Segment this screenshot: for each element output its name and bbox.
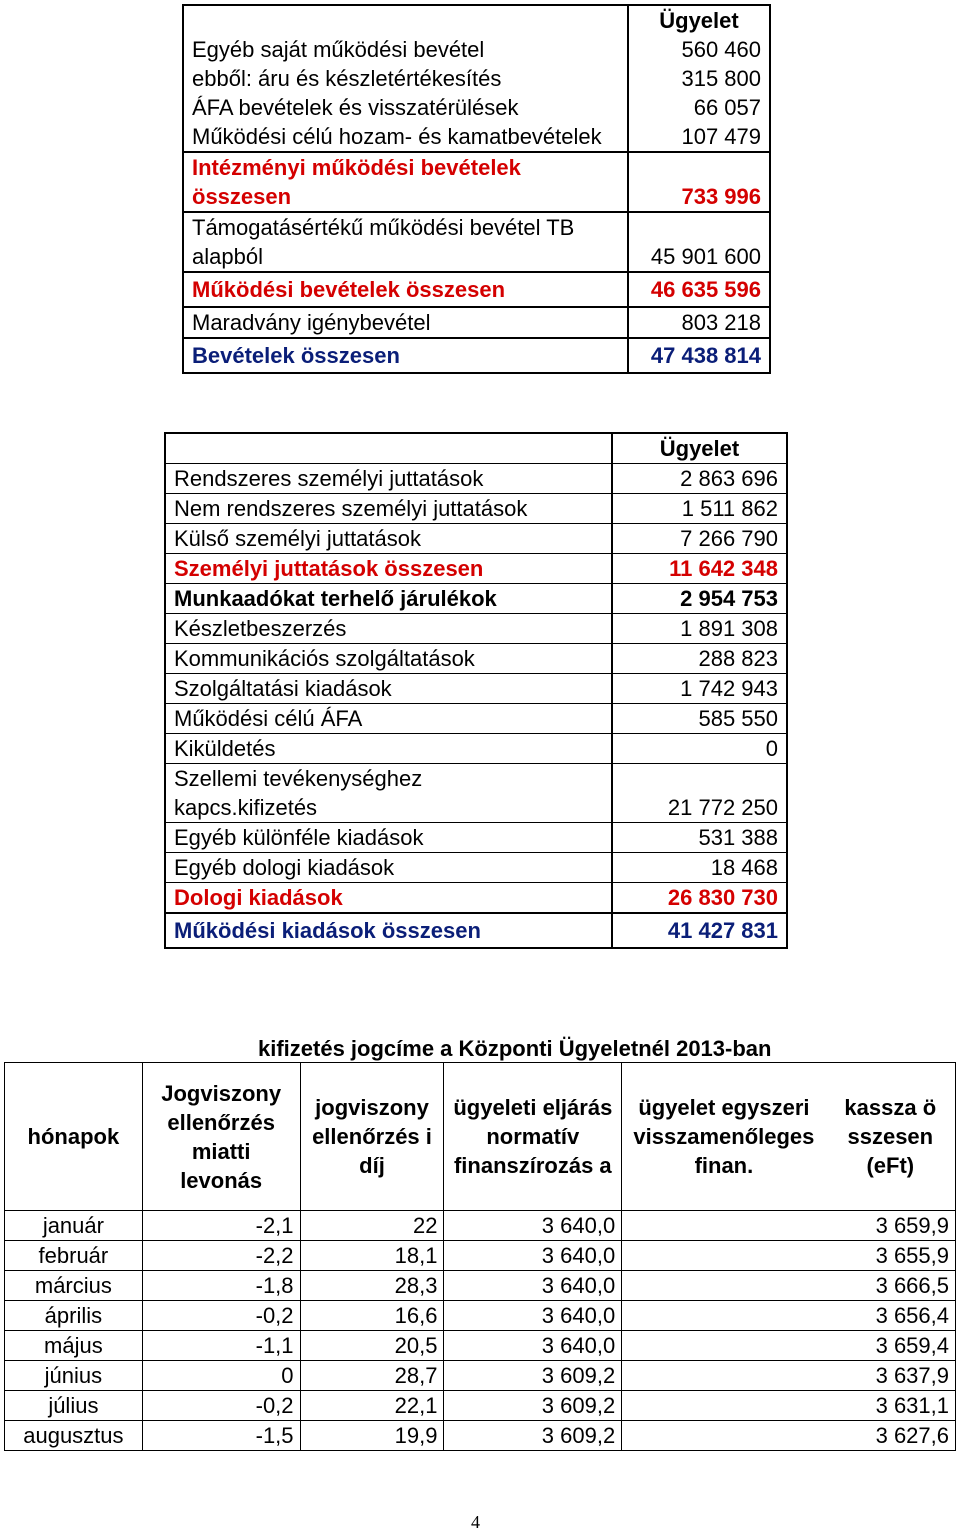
row-value: 66 057 xyxy=(693,95,761,120)
row-label: Egyéb dologi kiadások xyxy=(165,853,612,883)
column-header-text: kassza összesen (eFt) xyxy=(844,1095,937,1178)
row-value: 560 460 xyxy=(681,37,761,62)
table-row xyxy=(5,1211,956,1241)
revenue-table xyxy=(182,4,771,374)
table-row xyxy=(183,35,770,64)
value-cell: 3 655,9 xyxy=(826,1241,956,1271)
month-cell: február xyxy=(5,1241,143,1271)
table-row xyxy=(5,1361,956,1391)
row-value: 45 901 600 xyxy=(628,212,770,272)
row-label: ebből: áru és készletértékesítés xyxy=(183,64,628,93)
row-value: 2 954 753 xyxy=(612,584,787,614)
table-row xyxy=(183,272,770,307)
month-cell: június xyxy=(5,1361,143,1391)
row-value: 41 427 831 xyxy=(612,913,787,948)
table-row xyxy=(165,913,787,948)
table-row xyxy=(183,307,770,338)
table-row xyxy=(165,734,787,764)
value-cell: 3 656,4 xyxy=(826,1301,956,1331)
table-row xyxy=(5,1271,956,1301)
value-cell: 0 xyxy=(142,1361,300,1391)
revenue-header: Ügyelet xyxy=(659,8,739,33)
value-cell: -0,2 xyxy=(142,1391,300,1421)
month-cell: január xyxy=(5,1211,143,1241)
expenditure-header: Ügyelet xyxy=(612,433,787,464)
value-cell: 3 640,0 xyxy=(444,1241,622,1271)
table-row xyxy=(165,704,787,734)
table-row xyxy=(5,1421,956,1451)
value-cell: -0,2 xyxy=(142,1301,300,1331)
table-row xyxy=(165,823,787,853)
value-cell: 3 637,9 xyxy=(826,1361,956,1391)
value-cell: 19,9 xyxy=(300,1421,444,1451)
row-label: Működési célú ÁFA xyxy=(165,704,612,734)
value-cell: 3 659,4 xyxy=(826,1331,956,1361)
page-number: 4 xyxy=(471,1512,480,1532)
value-cell: 22,1 xyxy=(300,1391,444,1421)
value-cell: 3 609,2 xyxy=(444,1361,622,1391)
row-label: Működési célú hozam- és kamatbevételek xyxy=(183,122,628,152)
row-label: Működési bevételek összesen xyxy=(183,272,628,307)
column-header xyxy=(826,1063,956,1211)
table-row xyxy=(5,1331,956,1361)
value-cell: 22 xyxy=(300,1211,444,1241)
value-cell xyxy=(622,1331,826,1361)
row-value: 107 479 xyxy=(681,124,761,149)
value-cell xyxy=(622,1301,826,1331)
value-cell: 3 631,1 xyxy=(826,1391,956,1421)
month-cell: május xyxy=(5,1331,143,1361)
table-row xyxy=(183,93,770,122)
row-label: Készletbeszerzés xyxy=(165,614,612,644)
table-row xyxy=(165,554,787,584)
value-cell: -1,1 xyxy=(142,1331,300,1361)
value-cell: 3 640,0 xyxy=(444,1331,622,1361)
table-row xyxy=(165,674,787,704)
column-header: ügyeleti eljárás normatív finanszírozás a xyxy=(444,1063,622,1211)
column-header: ügyelet egyszeri visszamenőleges finan. xyxy=(622,1063,826,1211)
value-cell: 16,6 xyxy=(300,1301,444,1331)
table-row xyxy=(165,584,787,614)
monthly-header-row xyxy=(5,1063,956,1211)
row-label: Személyi juttatások összesen xyxy=(165,554,612,584)
row-value: 1 742 943 xyxy=(612,674,787,704)
value-cell: 28,3 xyxy=(300,1271,444,1301)
row-value: 1 511 862 xyxy=(612,494,787,524)
row-value: 733 996 xyxy=(628,152,770,212)
value-cell: 28,7 xyxy=(300,1361,444,1391)
row-label: ÁFA bevételek és visszatérülések xyxy=(183,93,628,122)
table-row xyxy=(165,614,787,644)
expenditure-table xyxy=(164,432,788,949)
row-value: 26 830 730 xyxy=(612,883,787,914)
row-value: 47 438 814 xyxy=(628,338,770,373)
value-cell: 3 640,0 xyxy=(444,1301,622,1331)
value-cell: 3 640,0 xyxy=(444,1211,622,1241)
month-cell: március xyxy=(5,1271,143,1301)
row-label: Intézményi működési bevételek összesen xyxy=(183,152,628,212)
table-row xyxy=(183,212,770,272)
table-row xyxy=(5,1241,956,1271)
table-row xyxy=(165,464,787,494)
value-cell xyxy=(622,1421,826,1451)
value-cell: -1,8 xyxy=(142,1271,300,1301)
row-value: 11 642 348 xyxy=(612,554,787,584)
row-label: Támogatásértékű működési bevétel TB alapból xyxy=(183,212,628,272)
row-value: 288 823 xyxy=(612,644,787,674)
monthly-table xyxy=(4,1062,956,1451)
value-cell: -1,5 xyxy=(142,1421,300,1451)
column-header xyxy=(300,1063,444,1211)
row-value: 7 266 790 xyxy=(612,524,787,554)
row-value: 0 xyxy=(612,734,787,764)
value-cell: 18,1 xyxy=(300,1241,444,1271)
table-row xyxy=(165,494,787,524)
row-value: 531 388 xyxy=(612,823,787,853)
row-value: 585 550 xyxy=(612,704,787,734)
value-cell: 3 609,2 xyxy=(444,1421,622,1451)
table-row xyxy=(165,524,787,554)
value-cell: 3 627,6 xyxy=(826,1421,956,1451)
table-row xyxy=(5,1391,956,1421)
value-cell: 20,5 xyxy=(300,1331,444,1361)
row-label: Nem rendszeres személyi juttatások xyxy=(165,494,612,524)
row-label: Rendszeres személyi juttatások xyxy=(165,464,612,494)
row-label: Dologi kiadások xyxy=(165,883,612,914)
row-label-text: Szellemi tevékenységhez kapcs.kifizetés xyxy=(174,766,423,820)
row-value: 2 863 696 xyxy=(612,464,787,494)
month-cell: július xyxy=(5,1391,143,1421)
value-cell: 3 609,2 xyxy=(444,1391,622,1421)
row-label: Bevételek összesen xyxy=(183,338,628,373)
value-cell: 3 666,5 xyxy=(826,1271,956,1301)
row-value: 21 772 250 xyxy=(612,764,787,823)
row-label: Maradvány igénybevétel xyxy=(183,307,628,338)
row-label: Külső személyi juttatások xyxy=(165,524,612,554)
row-label: Kommunikációs szolgáltatások xyxy=(165,644,612,674)
value-cell: 3 659,9 xyxy=(826,1211,956,1241)
month-cell: április xyxy=(5,1301,143,1331)
column-header-text: jogviszony ellenőrzés i díj xyxy=(312,1095,432,1178)
row-label: Egyéb különféle kiadások xyxy=(165,823,612,853)
row-label: Működési kiadások összesen xyxy=(165,913,612,948)
table-row xyxy=(165,883,787,914)
row-label: Egyéb saját működési bevétel xyxy=(183,35,628,64)
column-header: hónapok xyxy=(5,1063,143,1211)
row-value: 315 800 xyxy=(681,66,761,91)
row-value: 803 218 xyxy=(628,307,770,338)
month-cell: augusztus xyxy=(5,1421,143,1451)
table-row xyxy=(5,1301,956,1331)
value-cell xyxy=(622,1361,826,1391)
value-cell xyxy=(622,1271,826,1301)
row-label xyxy=(165,764,612,823)
header-label-blank xyxy=(165,433,612,464)
column-header: Jogviszony ellenőrzés miatti levonás xyxy=(142,1063,300,1211)
table-row xyxy=(165,644,787,674)
value-cell: -2,1 xyxy=(142,1211,300,1241)
value-cell: 3 640,0 xyxy=(444,1271,622,1301)
table-row xyxy=(183,338,770,373)
row-value: 46 635 596 xyxy=(628,272,770,307)
monthly-table-title: kifizetés jogcíme a Központi Ügyeletnél 2013-ban xyxy=(258,1036,772,1061)
table-row xyxy=(183,152,770,212)
value-cell xyxy=(622,1241,826,1271)
value-cell xyxy=(622,1211,826,1241)
value-cell xyxy=(622,1391,826,1421)
table-row xyxy=(165,764,787,823)
table-row xyxy=(183,64,770,93)
row-label: Szolgáltatási kiadások xyxy=(165,674,612,704)
header-label-blank xyxy=(183,5,628,35)
row-label: Kiküldetés xyxy=(165,734,612,764)
row-value: 18 468 xyxy=(612,853,787,883)
table-row xyxy=(165,853,787,883)
row-value: 1 891 308 xyxy=(612,614,787,644)
row-label: Munkaadókat terhelő járulékok xyxy=(165,584,612,614)
table-row xyxy=(183,122,770,152)
value-cell: -2,2 xyxy=(142,1241,300,1271)
